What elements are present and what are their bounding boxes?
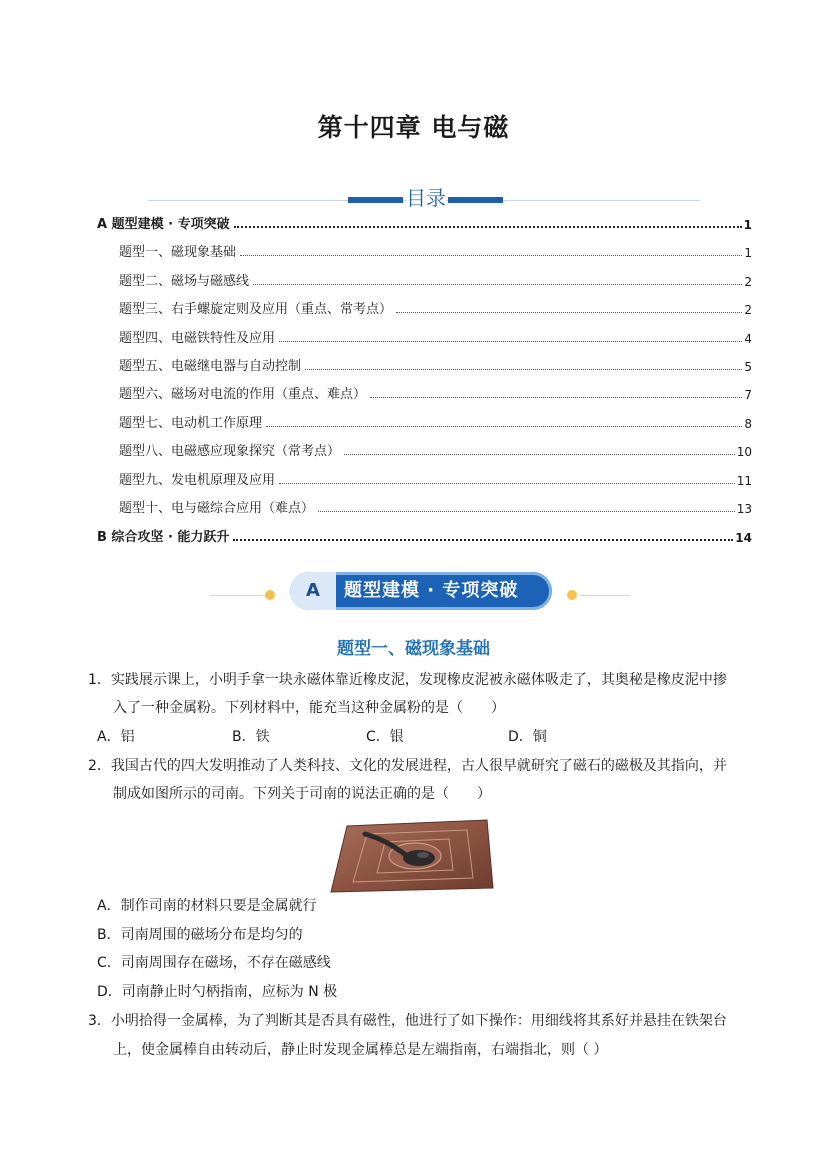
toc-page-number: 1 <box>744 246 752 260</box>
banner-right-line <box>580 595 630 596</box>
question-3-line-1: 3．小明拾得一金属棒，为了判断其是否具有磁性，他进行了如下操作：用细线将其系好并悬挂在铁架台 <box>88 1013 727 1029</box>
toc-entry-label: 题型十、电与磁综合应用（难点） <box>119 501 315 516</box>
question-3-line-2: 上，使金属棒自由转动后，静止时发现金属棒总是左端指南，右端指北，则（ ） <box>113 1042 608 1058</box>
question-1-option-d: D．铜 <box>508 729 547 745</box>
toc-entry-label: 题型九、发电机原理及应用 <box>119 473 276 488</box>
toc-entry-label: 题型二、磁场与磁感线 <box>119 274 250 289</box>
toc-entry-label: 题型三、右手螺旋定则及应用（重点、常考点） <box>119 302 393 317</box>
toc-entry[interactable] <box>119 297 752 317</box>
compass-sinan-image <box>327 818 495 895</box>
toc-heading-bar <box>148 182 700 212</box>
question-2-line-1: 2．我国古代的四大发明推动了人类科技、文化的发展进程，古人很早就研究了磁石的磁极及其指向，并 <box>88 758 727 774</box>
toc-entry-label: 题型五、电磁继电器与自动控制 <box>119 359 302 374</box>
toc-leader <box>233 539 733 541</box>
question-1-option-c: C．银 <box>366 729 404 745</box>
toc-page-number: 7 <box>744 388 752 402</box>
toc-leader <box>266 426 742 427</box>
toc-leader <box>344 454 735 455</box>
toc-entry[interactable] <box>119 439 752 459</box>
toc-entry[interactable] <box>119 382 752 402</box>
toc-entry-label: 题型一、磁现象基础 <box>119 245 237 260</box>
toc-leader <box>240 255 742 256</box>
toc-page-number: 10 <box>736 445 752 459</box>
banner-letter: A <box>290 572 336 610</box>
toc-entry[interactable] <box>119 354 752 374</box>
chapter-title: 第十四章 电与磁 <box>317 113 510 142</box>
toc-leader <box>305 369 742 370</box>
toc-right-bar <box>448 197 503 203</box>
toc-entry-label: B 综合攻坚 · 能力跃升 <box>97 530 230 545</box>
toc-leader <box>318 511 735 512</box>
toc-entry-label: A 题型建模 · 专项突破 <box>97 217 230 232</box>
toc-entry-label: 题型六、磁场对电流的作用（重点、难点） <box>119 387 367 402</box>
question-2-option-d: D．司南静止时勺柄指南，应标为 N 极 <box>97 984 338 1000</box>
banner-title: 题型建模 · 专项突破 <box>344 580 519 601</box>
toc-page-number: 2 <box>744 275 752 289</box>
toc-entry[interactable] <box>119 269 752 289</box>
question-2-option-a: A．制作司南的材料只要是金属就行 <box>97 898 317 914</box>
question-2-line-2: 制成如图所示的司南。下列关于司南的说法正确的是（ ） <box>113 786 491 802</box>
toc-entry[interactable] <box>97 212 752 232</box>
toc-heading: 目录 <box>406 182 446 211</box>
question-2-option-c: C．司南周围存在磁场，不存在磁感线 <box>97 955 331 971</box>
toc-entry[interactable] <box>119 496 752 516</box>
toc-page-number: 4 <box>744 332 752 346</box>
toc-entry-label: 题型四、电磁铁特性及应用 <box>119 331 276 346</box>
toc-leader <box>396 312 742 313</box>
section-title: 题型一、磁现象基础 <box>337 639 490 659</box>
section-banner <box>210 570 630 610</box>
toc-entry[interactable] <box>97 525 752 545</box>
question-2-option-b: B．司南周围的磁场分布是均匀的 <box>97 927 303 943</box>
toc-entry[interactable] <box>119 468 752 488</box>
question-1-line-1: 1．实践展示课上，小明手拿一块永磁体靠近橡皮泥，发现橡皮泥被永磁体吸走了，其奥秘是橡皮泥中掺 <box>88 672 727 688</box>
toc-page-number: 8 <box>744 417 752 431</box>
banner-left-line <box>210 595 265 596</box>
toc-leader <box>279 341 742 342</box>
toc-page-number: 11 <box>736 474 752 488</box>
toc-page-number: 5 <box>744 360 752 374</box>
toc-page-number: 2 <box>744 303 752 317</box>
toc-entry-label: 题型七、电动机工作原理 <box>119 416 263 431</box>
toc-leader <box>370 397 742 398</box>
toc-entry[interactable] <box>119 326 752 346</box>
toc-page-number: 13 <box>736 502 752 516</box>
question-1-option-a: A．铝 <box>97 729 135 745</box>
toc-leader <box>253 284 742 285</box>
banner-left-dot <box>265 590 275 600</box>
banner-right-dot <box>567 590 577 600</box>
toc-page-number: 1 <box>743 218 752 232</box>
toc-entry-label: 题型八、电磁感应现象探究（常考点） <box>119 444 341 459</box>
toc-leader <box>234 226 742 228</box>
toc-entry[interactable] <box>119 411 752 431</box>
question-1-option-b: B．铁 <box>232 729 270 745</box>
toc-left-bar <box>348 197 403 203</box>
toc-leader <box>279 483 735 484</box>
toc-entry[interactable] <box>119 240 752 260</box>
question-1-line-2: 入了一种金属粉。下列材料中，能充当这种金属粉的是（ ） <box>113 700 505 716</box>
toc-page-number: 14 <box>735 531 752 545</box>
